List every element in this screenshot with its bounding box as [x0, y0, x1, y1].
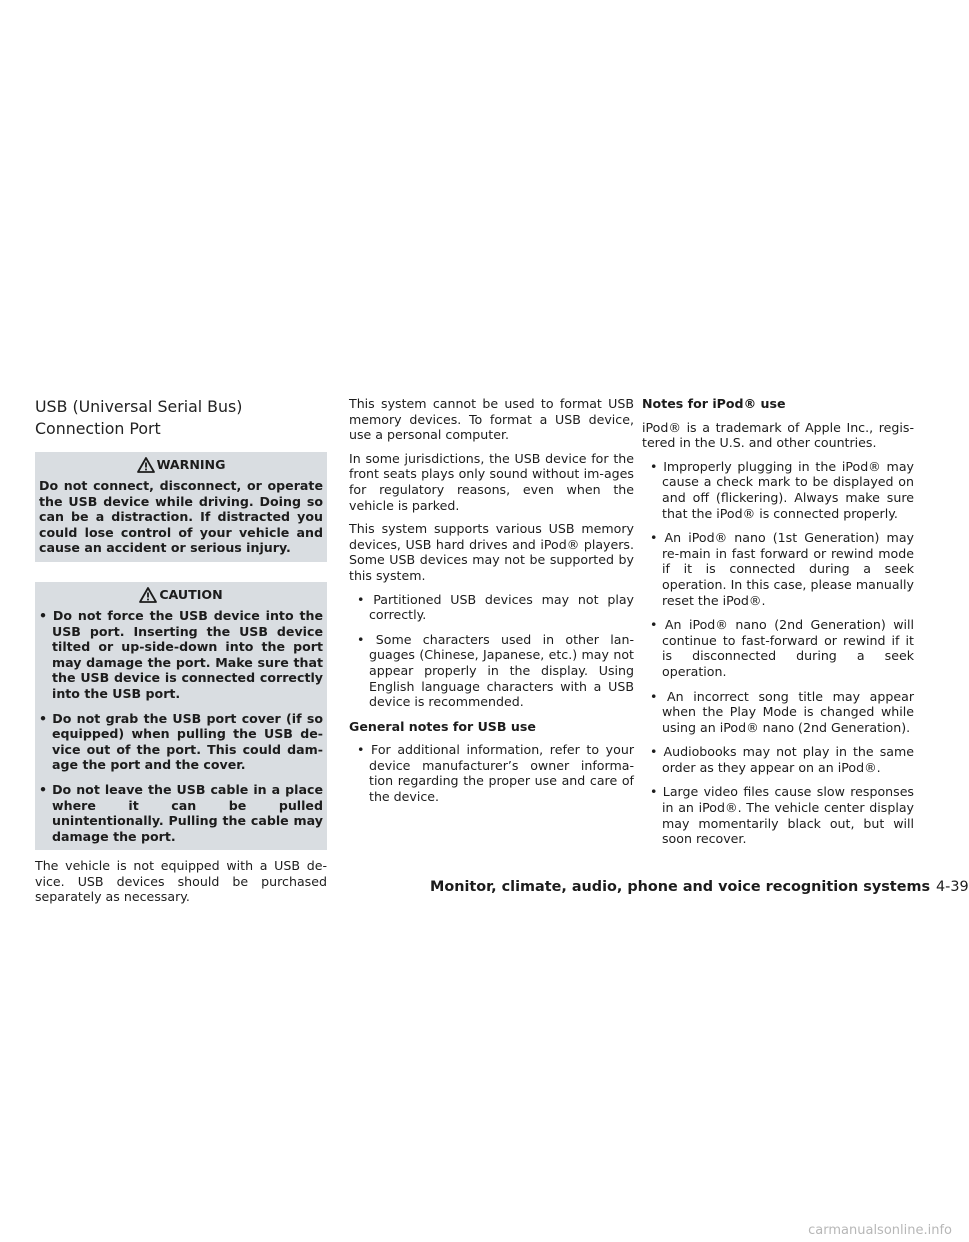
paragraph: This system cannot be used to format USB memory devices. To format a USB device, use a personal computer.	[349, 396, 634, 443]
section-title	[35, 396, 327, 440]
paragraph: In some jurisdictions, the USB device for the front seats plays only sound without im-ages for regulatory reasons, even when the vehicle is parked.	[349, 450, 634, 513]
ipod-notes-heading: Notes for iPod® use	[642, 396, 786, 411]
usb-support-list	[349, 592, 634, 710]
caution-list	[39, 608, 323, 844]
list-item: • An incorrect song title may appear when the Play Mode is changed while using an iPod® nano (2nd Generation).	[650, 688, 914, 735]
caution-heading-text: CAUTION	[159, 586, 223, 602]
caution-box	[35, 582, 327, 850]
warning-triangle-icon	[137, 457, 155, 473]
list-item: • Improperly plugging in the iPod® may cause a check mark to be displayed on and off (flickering). Always make sure that the iPod® is connected properly.	[650, 458, 914, 521]
warning-text: Do not connect, disconnect, or operate the USB device while driving. Doing so can be a distraction. If distracted you could lose control of your vehicle and cause an accident or serious injury.	[39, 478, 323, 556]
list-item: • Audiobooks may not play in the same order as they appear on an iPod®.	[650, 744, 914, 775]
list-item: • For additional information, refer to your device manufacturer’s owner informa-tion regarding the proper use and care of the device.	[357, 742, 634, 805]
caution-item: • Do not leave the USB cable in a place where it can be pulled unintentionally. Pulling the cable may damage the port.	[39, 781, 323, 844]
ipod-notes-list	[642, 459, 914, 847]
page-footer	[430, 877, 969, 897]
column-1	[35, 396, 327, 913]
warning-box	[35, 452, 327, 562]
section-title-line-2: Connection Port	[35, 419, 161, 438]
footer-section-name: Monitor, climate, audio, phone and voice recognition systems	[430, 879, 931, 895]
list-item: • Some characters used in other lan-guages (Chinese, Japanese, etc.) may not appear properly in the display. Using English language characters with a USB device is recommended.	[357, 631, 634, 710]
list-item: • Large video files cause slow responses in an iPod®. The vehicle center display may momentarily black out, but will soon recover.	[650, 784, 914, 847]
list-item: • Partitioned USB devices may not play correctly.	[357, 591, 634, 623]
paragraph: This system supports various USB memory devices, USB hard drives and iPod® players. Some USB devices may not be supported by this system.	[349, 521, 634, 583]
warning-heading-text: WARNING	[156, 457, 226, 472]
section-title-line-1: USB (Universal Serial Bus)	[35, 397, 243, 416]
column-2	[349, 396, 634, 814]
general-notes-list	[349, 742, 634, 804]
list-item: • An iPod® nano (1st Generation) may re-main in fast forward or rewind mode if it is connected during a seek operation. In this case, please manually reset the iPod®.	[650, 530, 914, 608]
caution-item: • Do not force the USB device into the USB port. Inserting the USB device tilted or up-side-down into the port may damage the port. Make sure that the USB device is connected correctly into the USB port.	[39, 607, 323, 701]
warning-heading	[39, 456, 323, 474]
usb-device-note: The vehicle is not equipped with a USB de-vice. USB devices should be purchased separately as necessary.	[35, 858, 327, 905]
page-number: 4-39	[936, 879, 969, 895]
general-notes-heading: General notes for USB use	[349, 718, 536, 734]
column-3	[642, 396, 914, 856]
watermark: carmanualsonline.info	[808, 1223, 952, 1238]
list-item: • An iPod® nano (2nd Generation) will continue to fast-forward or rewind if it is disconnected during a seek operation.	[650, 617, 914, 679]
warning-triangle-icon	[139, 587, 157, 603]
caution-heading	[39, 586, 323, 604]
paragraph: iPod® is a trademark of Apple Inc., regis-tered in the U.S. and other countries.	[642, 419, 914, 451]
caution-item: • Do not grab the USB port cover (if so equipped) when pulling the USB de-vice out of the port. This could dam-age the port and the cover.	[39, 710, 323, 773]
